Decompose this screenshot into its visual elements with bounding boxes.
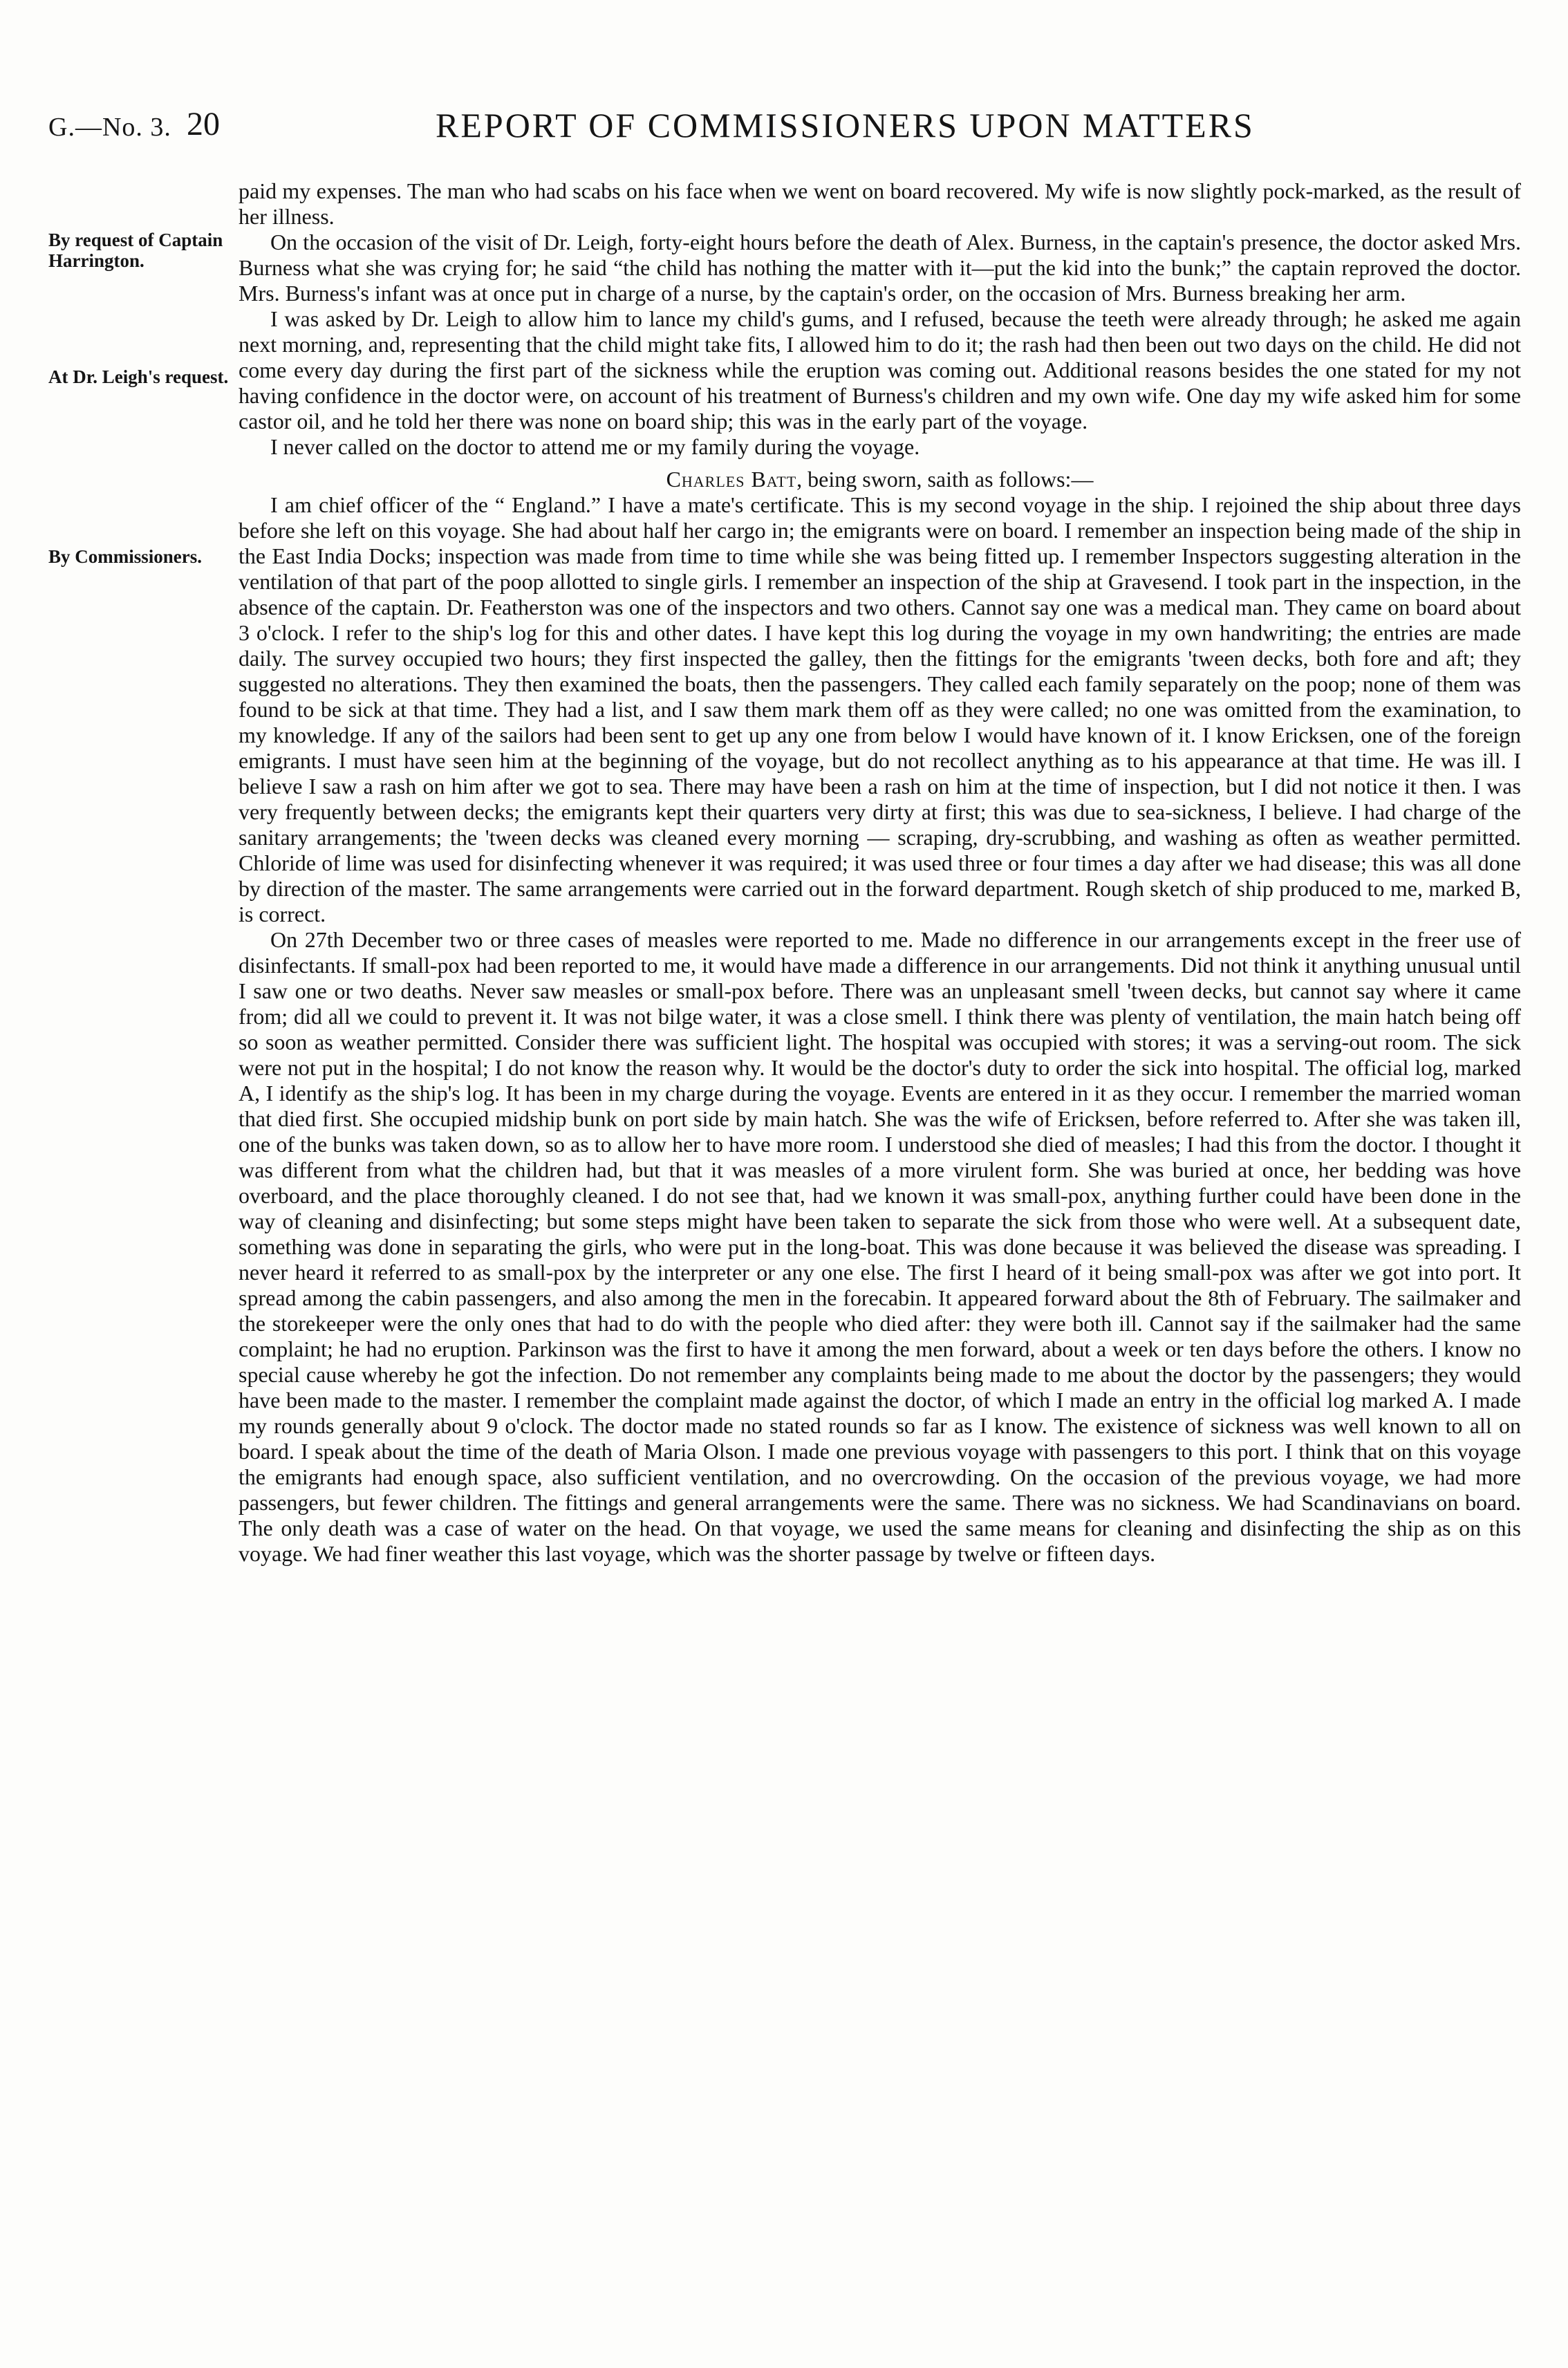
paragraph: On the occasion of the visit of Dr. Leigh, forty-eight hours before the death of Alex. Burness, in the captain's presence, the doctor asked Mrs. Burness what she was crying for; he said “the child has nothing the matter with it—put the kid into the bunk;” the captain reproved the doctor. Mrs. Burness's infant was at once put in charge of a nurse, by the captain's order, on the occasion of Mrs. Burness breaking her arm. [239,230,1521,306]
paragraph: I am chief officer of the “ England.” I have a mate's certificate. This is my second voyage in the ship. I rejoined the ship about three days before she left on this voyage. She had about half her cargo in; the emigrants were on board. I remember an inspection being made of the ship in the East India Docks; inspection was made from time to time while she was being fitted up. I remember Inspectors suggesting alteration in the ventilation of that part of the poop allotted to single girls. I remember an inspection of the ship at Gravesend. I took part in the inspection, in the absence of the captain. Dr. Featherston was one of the inspectors and two others. Cannot say one was a medical man. They came on board about 3 o'clock. I refer to the ship's log for this and other dates. I have kept this log during the voyage in my own handwriting; the entries are made daily. The survey occupied two hours; they first inspected the galley, then the fittings for the emigrants 'tween decks, both fore and aft; they suggested no alterations. They then examined the boats, then the passengers. They called each family separately on the poop; none of them was found to be sick at that time. They had a list, and I saw them mark them off as they were called; no one was omitted from the examination, to my knowledge. If any of the sailors had been sent to get up any one from below I would have known of it. I know Ericksen, one of the foreign emigrants. I must have seen him at the beginning of the voyage, but do not recollect anything as to his appearance at that time. He was ill. I believe I saw a rash on him after we got to sea. There may have been a rash on him at the time of inspection, but I did not notice it then. I was very frequently between decks; the emigrants kept their quarters very dirty at first; this was due to sea-sickness, I believe. I had charge of the sanitary arrangements; the 'tween decks was cleaned every morning — scraping, dry-scrubbing, and washing as often as weather permitted. Chloride of lime was used for disinfecting whenever it was required; it was used three or four times a day after we had disease; this was all done by direction of the master. The same arrangements were carried out in the forward department. Rough sketch of ship produced to me, marked B, is correct. [239,492,1521,926]
running-title: REPORT OF COMMISSIONERS UPON MATTERS [436,106,1255,144]
paragraph: paid my expenses. The man who had scabs on his face when we went on board recovered. My wife is now slightly pock-marked, as the result of her illness. [239,178,1521,229]
paragraph: On 27th December two or three cases of measles were reported to me. Made no difference in our arrangements except in the freer use of disinfectants. If small-pox had been reported to me, it would have made a difference in our arrangements. Did not think it anything unusual until I saw one or two deaths. Never saw measles or small-pox before. There was an unpleasant smell 'tween decks, but cannot say where it came from; did all we could to prevent it. It was not bilge water, it was a close smell. I think there was plenty of ventilation, the main hatch being off so soon as weather permitted. Consider there was sufficient light. The hospital was occupied with stores; it was a serving-out room. The sick were not put in the hospital; I do not know the reason why. It would be the doctor's duty to order the sick into hospital. The official log, marked A, I identify as the ship's log. It has been in my charge during the voyage. Events are entered in it as they occur. I remember the married woman that died first. She occupied midship bunk on port side by main hatch. She was the wife of Ericksen, before referred to. After she was taken ill, one of the bunks was taken down, so as to allow her to have more room. I understood she died of measles; I had this from the doctor. I thought it was different from what the children had, but that it was measles of a more virulent form. She was buried at once, her bedding was hove overboard, and the place thoroughly cleaned. I do not see that, had we known it was small-pox, anything further could have been done in the way of cleaning and disinfecting; but some steps might have been taken to separate the sick from those who were well. At a subsequent date, something was done in separating the girls, who were put in the long-boat. This was done because it was believed the disease was spreading. I never heard it referred to as small-pox by the interpreter or any one else. The first I heard of it being small-pox was after we got into port. It spread among the cabin passengers, and also among the men in the forecabin. It appeared forward about the 8th of February. The sailmaker and the storekeeper were the only ones that had to do with the people who died after: they were both ill. Cannot say if the sailmaker had the same complaint; he had no eruption. Parkinson was the first to have it among the men forward, about a week or ten days before the others. I know no special cause whereby he got the infection. Do not remember any complaints being made to me about the doctor by the passengers; they would have been made to the master. I remember the complaint made against the doctor, of which I made an entry in the official log marked A. I made my rounds generally about 9 o'clock. The doctor made no stated rounds so far as I know. The existence of sickness was well known to all on board. I speak about the time of the death of Maria Olson. I made one previous voyage with passengers to this port. I think that on this voyage the emigrants had enough space, also sufficient ventilation, and no overcrowding. On the occasion of the previous voyage, we had more passengers, but fewer children. The fittings and general arrangements were the same. There was no sickness. We had Scandinavians on board. The only death was a case of water on the head. On that voyage, we used the same means for cleaning and disinfecting the ship as on this voyage. We had finer weather this last voyage, which was the shorter passage by twelve or fifteen days. [239,927,1521,1566]
margin-note: By Commissioners. [48,546,202,567]
page-header [48,104,1520,145]
witness-name: Charles Batt [666,467,797,492]
witness-oath: , being sworn, saith as follows:— [796,467,1094,492]
margin-note: At Dr. Leigh's request. [48,366,229,387]
paragraph: I never called on the doctor to attend me or my family during the voyage. [270,434,920,459]
paragraph: I was asked by Dr. Leigh to allow him to lance my child's gums, and I refused, because the teeth were already through; he asked me again next morning, and, representing that the child might take fits, I allowed him to do it; the rash had then been out two days on the child. He did not come every day during the first part of the sickness while the eruption was coming out. Additional reasons besides the one stated for my not having confidence in the doctor were, on account of his treatment of Burness's children and my own wife. One day my wife asked him for some castor oil, and he told her there was none on board ship; this was in the early part of the voyage. [239,306,1521,433]
page-number: 20 [187,106,220,142]
series-number: G.—No. 3. [48,113,171,142]
body-text [239,178,1521,2336]
witness-heading [239,467,1521,492]
margin-note: By request of Captain Harrington. [48,230,223,271]
